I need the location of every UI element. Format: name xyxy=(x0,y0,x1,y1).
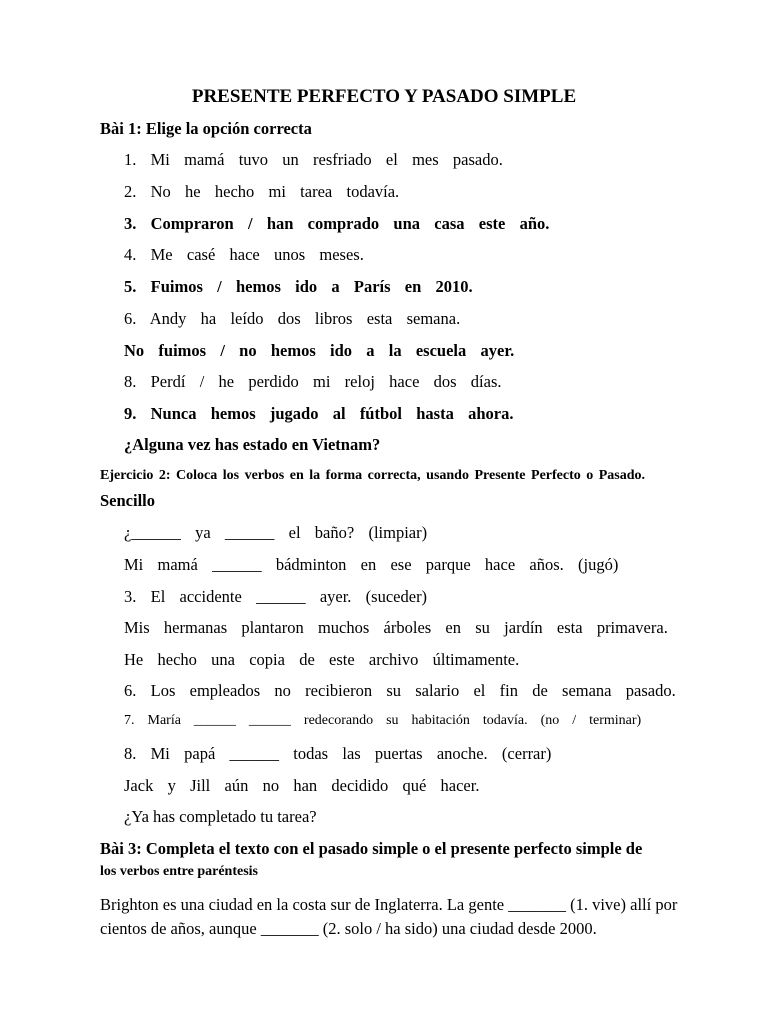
ex1-item-6: 6. Andy ha leído dos libros esta semana. xyxy=(124,309,461,328)
ex1-item-4: 4. Me casé hace unos meses. xyxy=(124,245,364,264)
exercise-1-heading: Bài 1: Elige la opción correcta xyxy=(100,119,312,138)
exercise-3-heading-cont: los verbos entre paréntesis xyxy=(100,864,258,879)
ex2-item-9: Jack y Jill aún no han decidido qué hacer. xyxy=(124,776,480,795)
ex1-item-7: No fuimos / no hemos ido a la escuela ayer. xyxy=(124,341,515,360)
ex2-item-1: ¿______ ya ______ el baño? (limpiar) xyxy=(124,523,428,542)
ex1-item-1: 1. Mi mamá tuvo un resfriado el mes pasado. xyxy=(124,150,503,169)
ex2-item-6: 6. Los empleados no recibieron su salario el fin de semana pasado. xyxy=(124,681,676,700)
page-title: PRESENTE PERFECTO Y PASADO SIMPLE xyxy=(191,86,577,107)
ex1-item-9: 9. Nunca hemos jugado al fútbol hasta ahora. xyxy=(124,404,514,423)
ex1-item-3: 3. Compraron / han comprado una casa este año. xyxy=(124,214,550,233)
exercise-2-heading-cont: Sencillo xyxy=(100,491,156,510)
ex1-item-8: 8. Perdí / he perdido mi reloj hace dos días. xyxy=(124,372,502,391)
exercise-2-heading: Ejercicio 2: Coloca los verbos en la forma correcta, usando Presente Perfecto o Pasado. xyxy=(100,468,646,483)
ex2-item-2: Mi mamá ______ bádminton en ese parque hace años. (jugó) xyxy=(124,555,619,574)
ex1-item-10: ¿Alguna vez has estado en Vietnam? xyxy=(124,435,381,454)
ex3-paragraph-line-2: cientos de años, aunque _______ (2. solo / ha sido) una ciudad desde 2000. xyxy=(100,919,597,938)
exercise-3-heading: Bài 3: Completa el texto con el pasado simple o el presente perfecto simple de xyxy=(100,839,643,858)
ex3-paragraph-line-1: Brighton es una ciudad en la costa sur de Inglaterra. La gente _______ (1. vive) allí por xyxy=(100,895,678,914)
ex2-item-8: 8. Mi papá ______ todas las puertas anoche. (cerrar) xyxy=(124,744,552,763)
ex2-item-4: Mis hermanas plantaron muchos árboles en su jardín esta primavera. xyxy=(124,618,668,637)
ex2-item-10: ¿Ya has completado tu tarea? xyxy=(124,807,317,826)
ex2-item-3: 3. El accidente ______ ayer. (suceder) xyxy=(124,587,428,606)
ex1-item-2: 2. No he hecho mi tarea todavía. xyxy=(124,182,400,201)
ex2-item-7: 7. María ______ ______ redecorando su habitación todavía. (no / terminar) xyxy=(124,713,642,728)
ex2-item-5: He hecho una copia de este archivo últimamente. xyxy=(124,650,520,669)
ex1-item-5: 5. Fuimos / hemos ido a París en 2010. xyxy=(124,277,473,296)
